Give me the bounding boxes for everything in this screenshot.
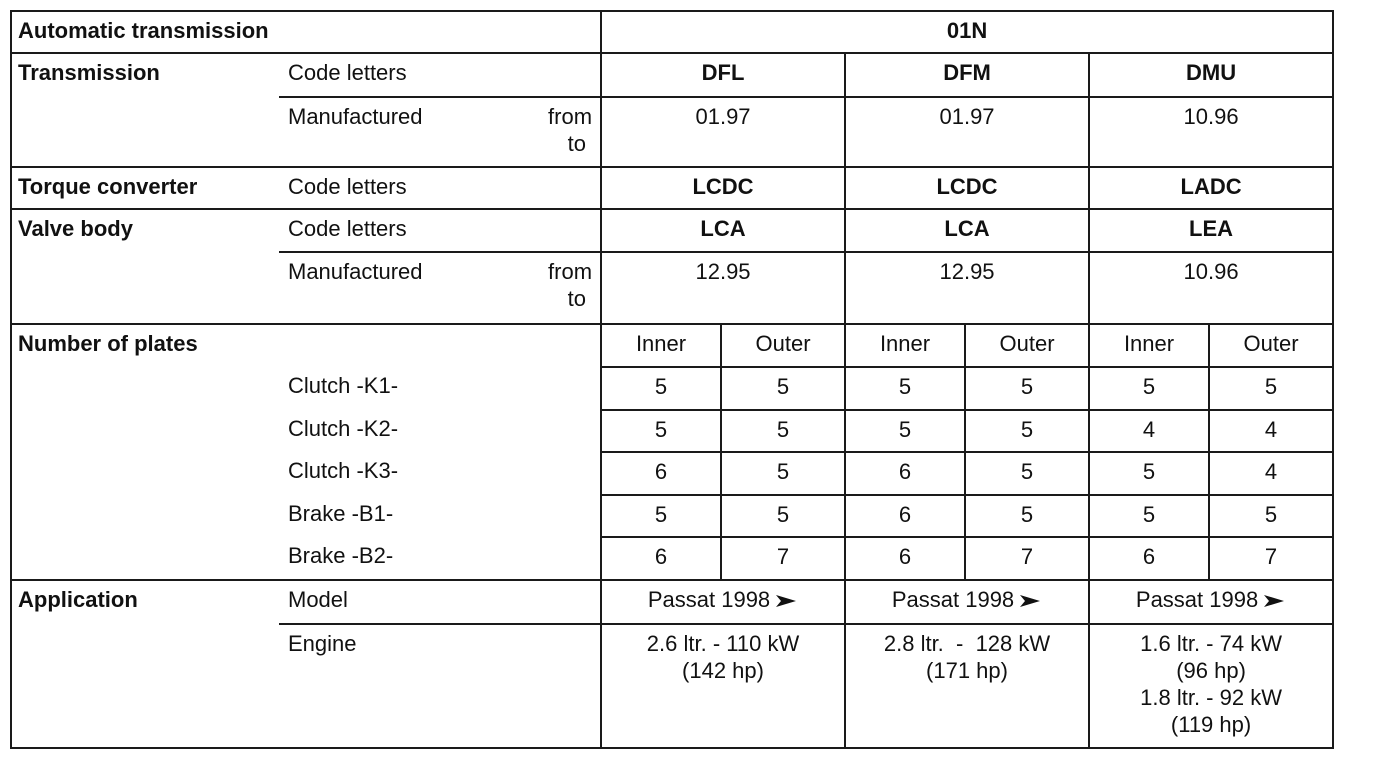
engine-spec: 1.6 ltr. - 74 kW — [1140, 631, 1282, 656]
engine-hp: (142 hp) — [682, 658, 764, 683]
valve-code-label: Code letters — [279, 209, 601, 252]
section-blank — [11, 495, 279, 537]
manufactured-label: Manufactured — [288, 259, 423, 284]
engine-spec: 1.8 ltr. - 92 kW — [1140, 685, 1282, 710]
torque-converter-row — [11, 167, 1333, 209]
transmission-code-dmu: DMU — [1089, 53, 1333, 97]
section-valve-body: Valve body — [11, 209, 279, 252]
plate-value: 5 — [1209, 367, 1333, 410]
plates-blank — [279, 324, 601, 367]
to-label: to — [567, 131, 587, 156]
plate-value: 7 — [1209, 537, 1333, 580]
plate-value: 5 — [601, 495, 721, 537]
inner-header: Inner — [601, 324, 721, 367]
manufactured-label: Manufactured — [288, 104, 423, 129]
transmission-code-dfm: DFM — [845, 53, 1089, 97]
section-torque-converter: Torque converter — [11, 167, 279, 209]
table-row — [11, 452, 1333, 495]
plate-row-label: Brake -B2- — [279, 537, 601, 580]
valve-mfg-row — [11, 252, 1333, 324]
arrow-right-icon — [774, 593, 798, 609]
plate-value: 6 — [845, 537, 965, 580]
transmission-date: 01.97 — [601, 97, 845, 167]
valve-code: LCA — [601, 209, 845, 252]
torque-code: LCDC — [845, 167, 1089, 209]
from-label: from — [548, 259, 593, 284]
model-code: 01N — [601, 11, 1333, 53]
valve-mfg-label — [279, 252, 601, 324]
model-name: Passat 1998 — [891, 587, 1015, 612]
engine-spec: 2.8 ltr. - 128 kW — [883, 631, 1051, 656]
section-blank — [11, 537, 279, 580]
transmission-code-dfl: DFL — [601, 53, 845, 97]
plate-row-label: Clutch -K3- — [279, 452, 601, 495]
plate-value: 5 — [965, 495, 1089, 537]
plate-value: 5 — [721, 367, 845, 410]
plate-value: 5 — [845, 410, 965, 452]
plate-value: 4 — [1089, 410, 1209, 452]
plate-value: 5 — [601, 367, 721, 410]
engine-spec: 2.6 ltr. - 110 kW — [646, 631, 800, 656]
plate-value: 5 — [1089, 367, 1209, 410]
valve-date: 10.96 — [1089, 252, 1333, 324]
transmission-mfg-label — [279, 97, 601, 167]
engine-cell — [845, 624, 1089, 748]
plate-value: 5 — [1209, 495, 1333, 537]
application-model — [601, 580, 845, 624]
table-row — [11, 410, 1333, 452]
application-model-row — [11, 580, 1333, 624]
transmission-code-row — [11, 53, 1333, 97]
engine-hp: (171 hp) — [926, 658, 1008, 683]
valve-date: 12.95 — [601, 252, 845, 324]
from-label: from — [548, 104, 593, 129]
table-row — [11, 495, 1333, 537]
plate-value: 6 — [845, 495, 965, 537]
plate-row-label: Clutch -K1- — [279, 367, 601, 410]
plate-value: 6 — [1089, 537, 1209, 580]
inner-header: Inner — [845, 324, 965, 367]
plate-value: 5 — [965, 452, 1089, 495]
transmission-mfg-row — [11, 97, 1333, 167]
model-label: Model — [279, 580, 601, 624]
plate-value: 5 — [721, 410, 845, 452]
arrow-right-icon — [1262, 593, 1286, 609]
torque-code: LADC — [1089, 167, 1333, 209]
application-model — [845, 580, 1089, 624]
engine-cell — [1089, 624, 1333, 748]
table-row — [11, 537, 1333, 580]
plate-value: 7 — [721, 537, 845, 580]
table-row — [11, 367, 1333, 410]
section-blank — [11, 367, 279, 410]
outer-header: Outer — [1209, 324, 1333, 367]
engine-cell — [601, 624, 845, 748]
header-row — [11, 11, 1333, 53]
engine-label: Engine — [279, 624, 601, 748]
torque-code: LCDC — [601, 167, 845, 209]
section-blank — [11, 252, 279, 324]
valve-body-code-row — [11, 209, 1333, 252]
outer-header: Outer — [965, 324, 1089, 367]
model-name: Passat 1998 — [647, 587, 771, 612]
plate-value: 6 — [845, 452, 965, 495]
section-blank — [11, 452, 279, 495]
section-blank — [11, 624, 279, 748]
model-name: Passat 1998 — [1135, 587, 1259, 612]
plate-value: 7 — [965, 537, 1089, 580]
outer-header: Outer — [721, 324, 845, 367]
application-engine-row — [11, 624, 1333, 748]
transmission-code-label: Code letters — [279, 53, 601, 97]
table-title: Automatic transmission — [11, 11, 601, 53]
valve-date: 12.95 — [845, 252, 1089, 324]
section-application: Application — [11, 580, 279, 624]
plate-value: 5 — [601, 410, 721, 452]
inner-header: Inner — [1089, 324, 1209, 367]
torque-code-label: Code letters — [279, 167, 601, 209]
transmission-date: 01.97 — [845, 97, 1089, 167]
engine-hp: (96 hp) — [1176, 658, 1246, 683]
plate-value: 5 — [721, 495, 845, 537]
plate-value: 4 — [1209, 410, 1333, 452]
valve-code: LEA — [1089, 209, 1333, 252]
plate-value: 5 — [965, 410, 1089, 452]
arrow-right-icon — [1018, 593, 1042, 609]
transmission-date: 10.96 — [1089, 97, 1333, 167]
plate-value: 5 — [1089, 495, 1209, 537]
plate-value: 5 — [965, 367, 1089, 410]
plate-value: 6 — [601, 452, 721, 495]
plate-row-label: Clutch -K2- — [279, 410, 601, 452]
plate-value: 4 — [1209, 452, 1333, 495]
plate-value: 5 — [845, 367, 965, 410]
section-blank — [11, 97, 279, 167]
section-blank — [11, 410, 279, 452]
plate-row-label: Brake -B1- — [279, 495, 601, 537]
application-model — [1089, 580, 1333, 624]
plate-value: 5 — [721, 452, 845, 495]
plate-value: 5 — [1089, 452, 1209, 495]
to-label: to — [567, 286, 587, 311]
valve-code: LCA — [845, 209, 1089, 252]
plates-header-row — [11, 324, 1333, 367]
engine-hp: (119 hp) — [1170, 712, 1252, 737]
section-transmission: Transmission — [11, 53, 279, 97]
plate-value: 6 — [601, 537, 721, 580]
transmission-spec-table — [10, 10, 1334, 749]
section-number-of-plates: Number of plates — [11, 324, 279, 367]
